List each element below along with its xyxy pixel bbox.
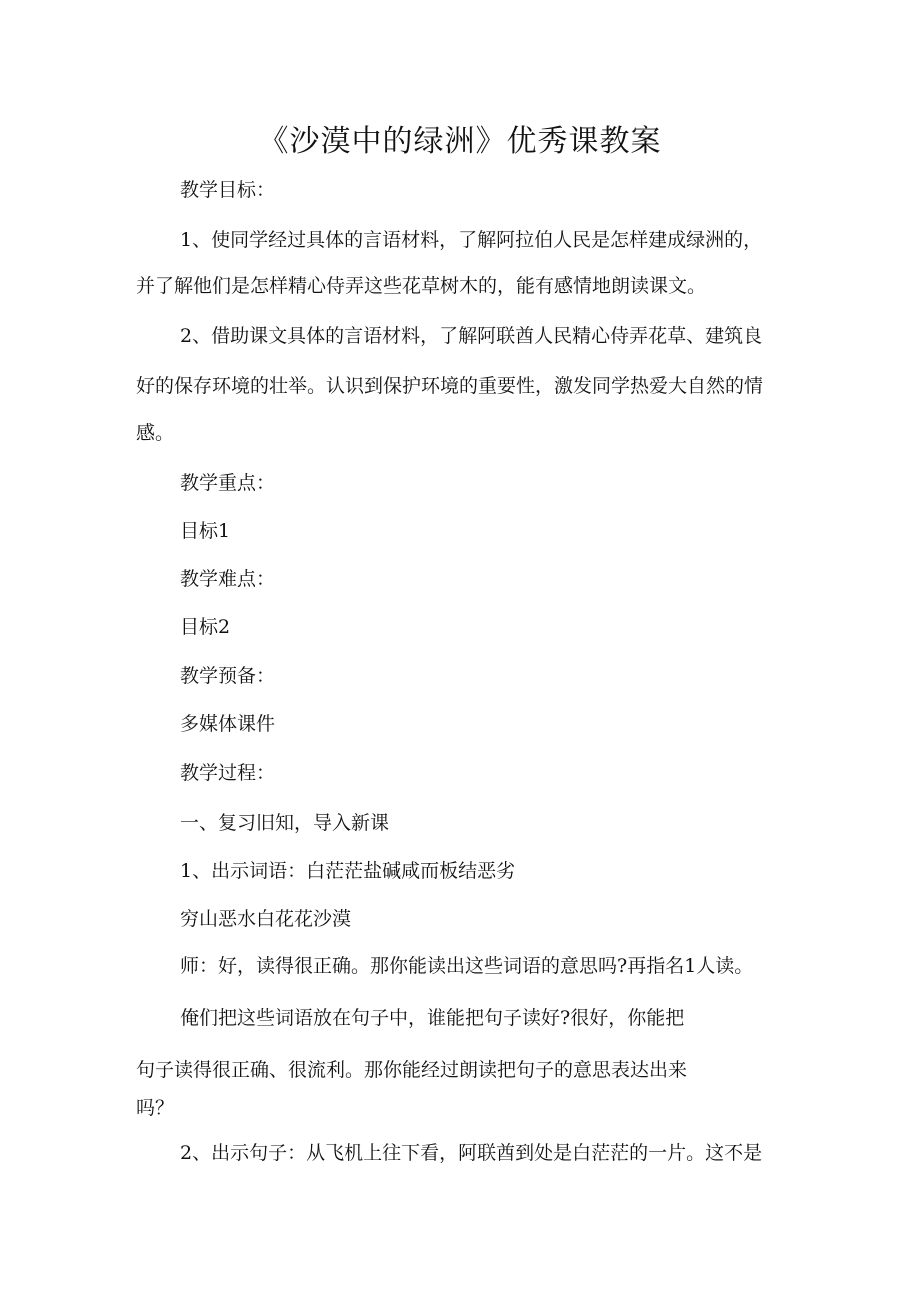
paragraph-line: 目标1 xyxy=(180,520,231,542)
section-heading-difficulties: 教学难点： xyxy=(180,568,276,590)
paragraph-line: 句子读得很正确、很流利。那你能经过朗读把句子的意思表达出来 xyxy=(136,1059,688,1081)
paragraph-line: 一、复习旧知，导入新课 xyxy=(180,812,390,834)
paragraph-line: 2、出示句子：从飞机上往下看，阿联酋到处是白茫茫的一片。这不是 xyxy=(180,1142,763,1164)
section-heading-objectives: 教学目标： xyxy=(180,179,276,201)
paragraph-line: 好的保存环境的壮举。认识到保护环境的重要性，激发同学热爱大自然的情 xyxy=(136,375,764,397)
section-heading-preparation: 教学预备： xyxy=(180,665,276,687)
section-heading-process: 教学过程： xyxy=(180,762,276,784)
document-title: 《沙漠中的绿洲》优秀课教案 xyxy=(258,124,662,159)
paragraph-line: 吗？ xyxy=(136,1097,175,1119)
paragraph-line: 俺们把这些词语放在句子中，谁能把句子读好?很好，你能把 xyxy=(180,1007,685,1029)
paragraph-line: 穷山恶水白花花沙漠 xyxy=(180,908,352,930)
paragraph-line: 师：好，读得很正确。那你能读出这些词语的意思吗?再指名1人读。 xyxy=(180,955,754,977)
section-heading-key-points: 教学重点： xyxy=(180,472,276,494)
paragraph-line: 1、使同学经过具体的言语材料，了解阿拉伯人民是怎样建成绿洲的， xyxy=(180,229,763,251)
paragraph-line: 感。 xyxy=(136,422,175,444)
paragraph-line: 并了解他们是怎样精心侍弄这些花草树木的，能有感情地朗读课文。 xyxy=(136,275,707,297)
paragraph-line: 多媒体课件 xyxy=(180,713,276,735)
paragraph-line: 目标2 xyxy=(180,616,231,638)
paragraph-line: 1、出示词语：白茫茫盐碱咸而板结恶劣 xyxy=(180,860,516,882)
paragraph-line: 2、借助课文具体的言语材料，了解阿联酋人民精心侍弄花草、建筑良 xyxy=(180,325,763,347)
